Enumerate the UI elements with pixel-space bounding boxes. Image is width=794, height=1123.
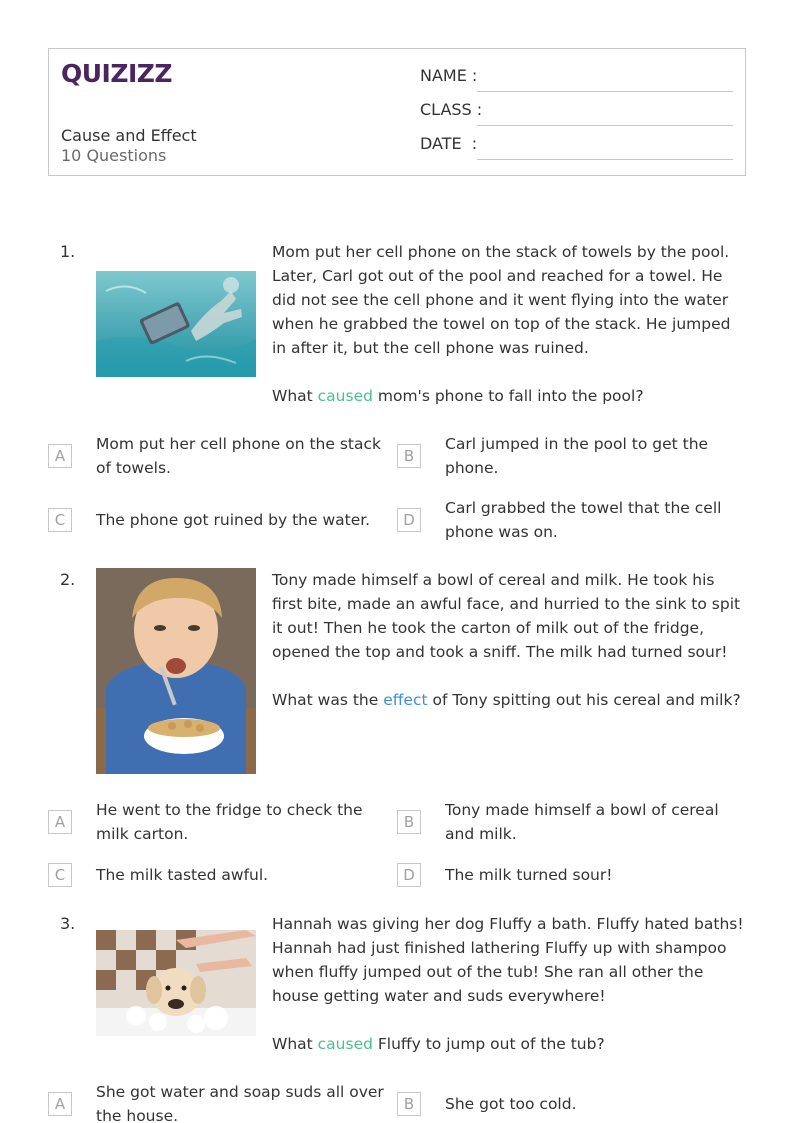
- class-line[interactable]: [477, 125, 733, 126]
- option-b-box[interactable]: B: [397, 444, 421, 468]
- name-line[interactable]: [477, 91, 733, 92]
- option-d-box[interactable]: D: [397, 863, 421, 887]
- question-passage: Tony made himself a bowl of cereal and milk. He took his first bite, made an awful face, and hurried to the sink to spit it out! Then he took the carton of milk out of the fridge, opened the top and took a sniff. The milk had turned sour!: [272, 571, 741, 661]
- option-a-text[interactable]: Mom put her cell phone on the stack of towels.: [96, 435, 381, 477]
- name-field[interactable]: [420, 66, 733, 92]
- option-b-box[interactable]: B: [397, 810, 421, 834]
- option-c-text[interactable]: The phone got ruined by the water.: [96, 511, 371, 529]
- option-d-box[interactable]: D: [397, 508, 421, 532]
- worksheet-title: Cause and Effect: [61, 126, 197, 145]
- option-c-box[interactable]: C: [48, 863, 72, 887]
- option-d-text[interactable]: The milk turned sour!: [445, 866, 613, 884]
- option-b-text[interactable]: She got too cold.: [445, 1095, 577, 1113]
- option-c-text[interactable]: The milk tasted awful.: [96, 866, 269, 884]
- question-count: 10 Questions: [61, 146, 167, 165]
- worksheet-header: [48, 48, 746, 176]
- keyword-caused: caused: [317, 387, 373, 405]
- question-prompt: What caused mom's phone to fall into the pool?: [272, 387, 644, 405]
- option-a-box[interactable]: A: [48, 1092, 72, 1116]
- date-line[interactable]: [477, 159, 733, 160]
- option-a-box[interactable]: A: [48, 444, 72, 468]
- option-a-text[interactable]: She got water and soap suds all over the house.: [96, 1083, 384, 1123]
- quizizz-logo: QUIZIZZ: [61, 59, 173, 88]
- keyword-effect: effect: [383, 691, 428, 709]
- question-prompt: What was the effect of Tony spitting out his cereal and milk?: [272, 691, 741, 709]
- class-field[interactable]: [420, 100, 733, 126]
- date-label: DATE :: [420, 134, 478, 153]
- option-d-text[interactable]: Carl grabbed the towel that the cell phone was on.: [445, 499, 722, 541]
- option-b-text[interactable]: Carl jumped in the pool to get the phone.: [445, 435, 709, 477]
- option-c-box[interactable]: C: [48, 508, 72, 532]
- question-passage: Mom put her cell phone on the stack of towels by the pool. Later, Carl got out of the pool and reached for a towel. He did not see the cell phone and it went flying into the water when he grabbed the towel on top of the stack. He jumped in after it, but the cell phone was ruined.: [272, 243, 731, 357]
- boy-eating-cereal-image: [96, 568, 256, 774]
- dog-in-bath-image: [96, 930, 256, 1036]
- option-b-text[interactable]: Tony made himself a bowl of cereal and milk.: [445, 801, 719, 843]
- question-prompt: What caused Fluffy to jump out of the tub?: [272, 1035, 605, 1053]
- option-b-box[interactable]: B: [397, 1092, 421, 1116]
- option-a-text[interactable]: He went to the fridge to check the milk carton.: [96, 801, 363, 843]
- keyword-caused: caused: [317, 1035, 373, 1053]
- phone-in-pool-image: [96, 271, 256, 377]
- name-label: NAME :: [420, 66, 478, 85]
- question-number: 2.: [60, 570, 76, 589]
- date-field[interactable]: [420, 134, 733, 160]
- class-label: CLASS :: [420, 100, 483, 119]
- question-number: 3.: [60, 914, 76, 933]
- question-number: 1.: [60, 242, 76, 261]
- question-passage: Hannah was giving her dog Fluffy a bath. Fluffy hated baths! Hannah had just finished lathering Fluffy up with shampoo when fluffy jumped out of the tub! She ran all other the house getting water and suds everywhere!: [272, 915, 744, 1005]
- option-a-box[interactable]: A: [48, 810, 72, 834]
